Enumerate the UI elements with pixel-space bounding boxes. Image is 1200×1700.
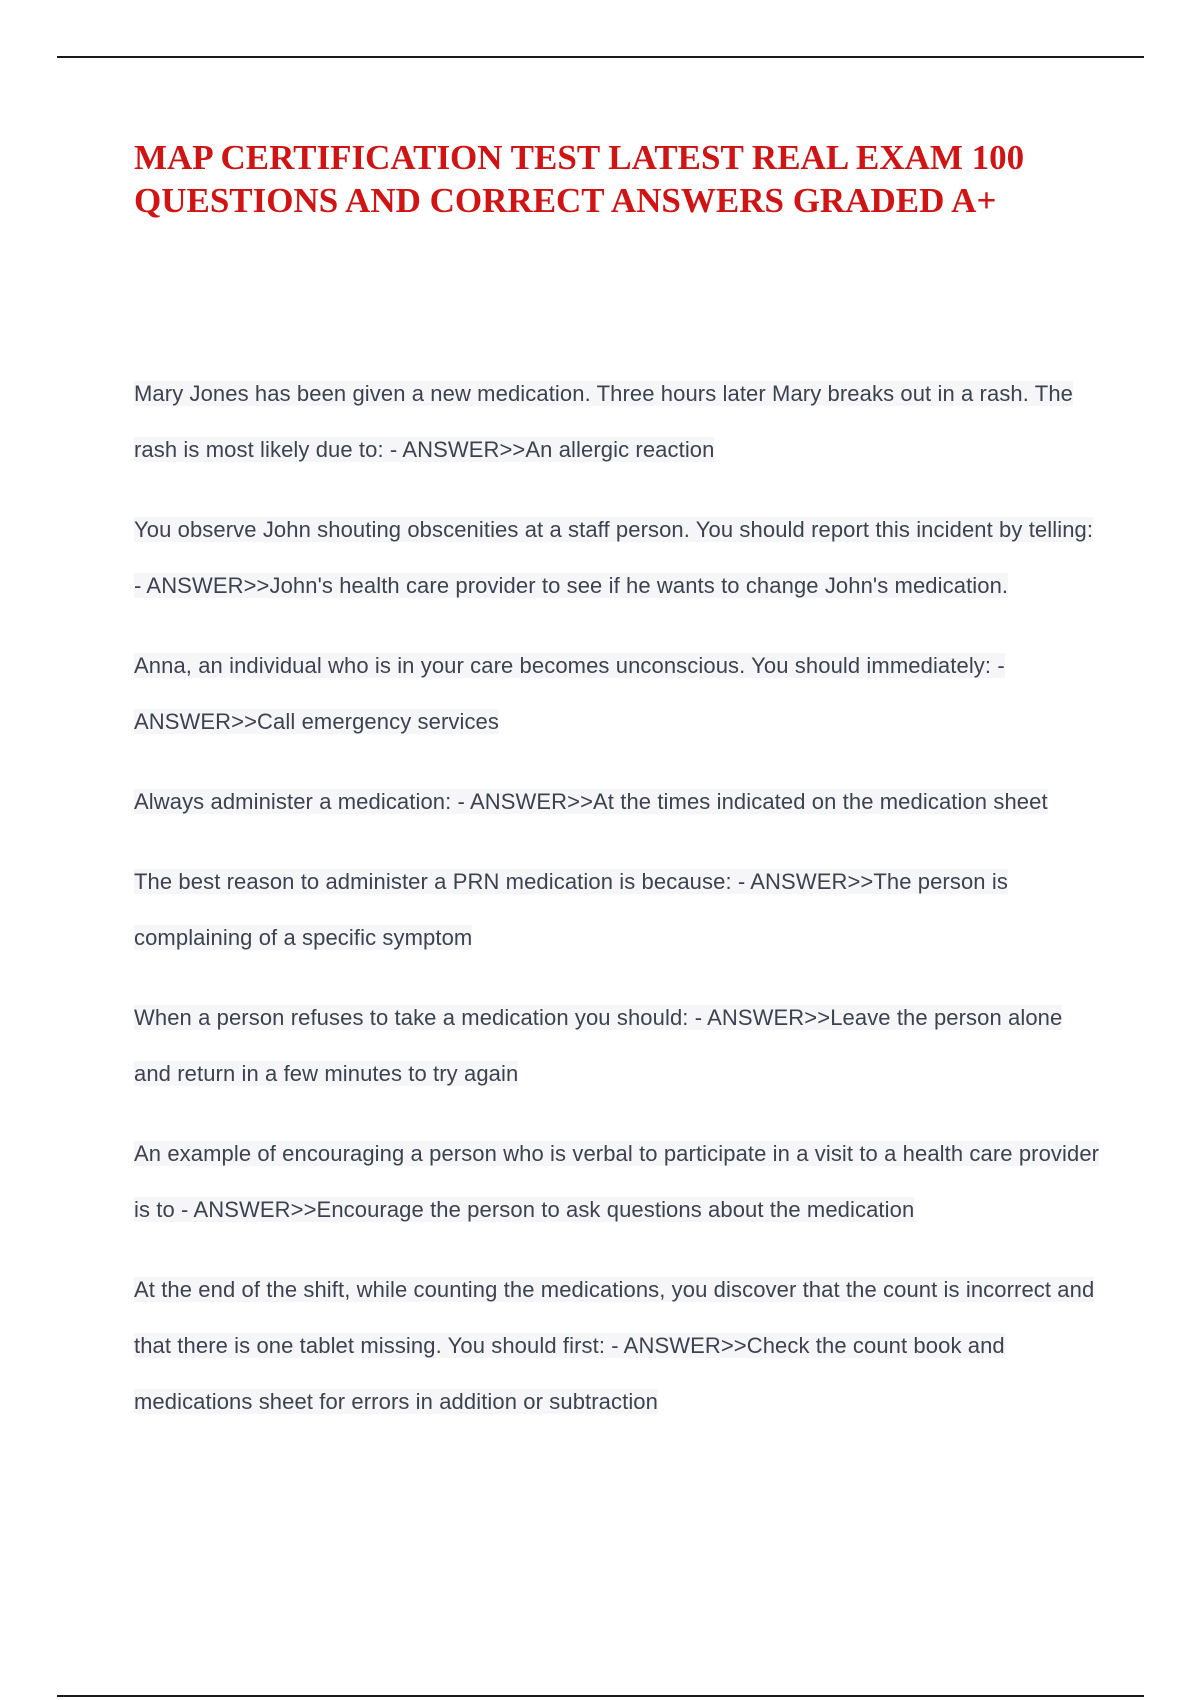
qa-item-text: An example of encouraging a person who is verbal to participate in a visit to a health care provider is to - ANSWER>>Encourage the person to ask questions about the medication [134, 1141, 1100, 1222]
top-divider [57, 56, 1144, 58]
qa-item-text: At the end of the shift, while counting the medications, you discover that the count is incorrect and that there is one tablet missing. You should first: - ANSWER>>Check the count book and medications sheet for errors in addition or subtraction [134, 1277, 1095, 1414]
qa-item [134, 638, 1104, 750]
bottom-divider [57, 1695, 1144, 1697]
qa-item-text: You observe John shouting obscenities at a staff person. You should report this incident by telling: - ANSWER>>John's health care provider to see if he wants to change John's medication. [134, 517, 1094, 598]
qa-item-text: When a person refuses to take a medication you should: - ANSWER>>Leave the person alone and return in a few minutes to try again [134, 1005, 1063, 1086]
qa-list [134, 366, 1104, 1454]
document-title: MAP CERTIFICATION TEST LATEST REAL EXAM 100 QUESTIONS AND CORRECT ANSWERS GRADED A+ [134, 138, 1025, 220]
qa-item [134, 854, 1104, 966]
qa-item-text: The best reason to administer a PRN medication is because: - ANSWER>>The person is complaining of a specific symptom [134, 869, 1008, 950]
qa-item [134, 990, 1104, 1102]
qa-item-text: Anna, an individual who is in your care becomes unconscious. You should immediately: - ANSWER>>Call emergency services [134, 653, 1005, 734]
qa-item-text: Always administer a medication: - ANSWER>>At the times indicated on the medication sheet [134, 789, 1048, 814]
qa-item [134, 1126, 1104, 1238]
qa-item [134, 774, 1104, 830]
qa-item [134, 366, 1104, 478]
qa-item [134, 502, 1104, 614]
qa-item-text: Mary Jones has been given a new medication. Three hours later Mary breaks out in a rash. The rash is most likely due to: - ANSWER>>An allergic reaction [134, 381, 1073, 462]
qa-item [134, 1262, 1104, 1430]
